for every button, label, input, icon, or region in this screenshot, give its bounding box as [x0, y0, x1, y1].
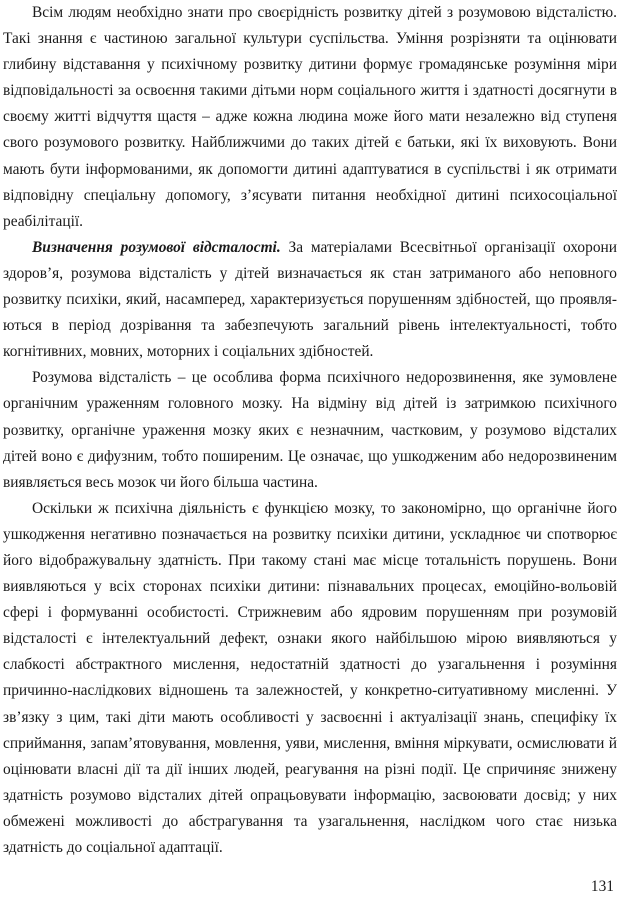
section-term: Визначення розумової відсталості. [32, 238, 281, 256]
page-body [3, 0, 617, 861]
paragraph-intro [3, 0, 617, 235]
paragraph-form [3, 365, 617, 495]
paragraph-definition [3, 235, 617, 365]
paragraph-text: Розумова відсталість – це особлива форма психічного недорозвинення, яке зумовлене органічним ураженням головного мозку. На відміну від дітей із затримкою психічного розвитку, органічне ураження мозку яких є незначним, частковим, у розумово відсталих дітей воно є дифузним, тобто поширеним. Це означає, що ушкодженим або недорозвиненим виявляється весь мозок чи його більша частина. [3, 369, 617, 491]
paragraph-text: За матеріалами Всесвітньої організації охорони здоров’я, розумова відсталість у дітей визначається як стан затриманого або неповного розвитку психіки, який, насамперед, характеризується порушенням здібностей, що проявля-ються в період дозрівання та забезпечують загальний рівень інтелектуальності, тобто когнітивних, мовних, моторних і соціальних здібностей. [3, 238, 617, 361]
paragraph-consequences [3, 496, 617, 861]
paragraph-text: Оскільки ж психічна діяльність є функцією мозку, то закономірно, що органічне його ушкодження негативно позначається на розвитку психіки дитини, ускладнює чи спотворює його відображувальну здатність. При такому стані має місце тотальність порушень. Вони виявляються у всіх сторонах психіки дитини: пізнавальних процесах, емоційно-вольовій сфері і формуванні особистості. Стрижневим або ядровим порушенням при розумовій відсталості є інтелектуальний дефект, ознаки якого найбільшою мірою виявляються у слабкості абстрактного мислення, недостатній здатності до узагальнення і розуміння причинно-наслідкових відношень та залежностей, у конкретно-ситуативному мисленні. У зв’язку з цим, такі діти мають особливості у засвоєнні і актуалізації знань, специфіку їх сприймання, запам’ятовування, мовлення, уяви, мислення, вміння міркувати, осмислювати й оцінювати власні дії та дії інших людей, реагування на різні події. Це спричиняє знижену здатність розумово відсталих дітей опрацьовувати інформацію, засвоювати досвід; у них обмежені можливості до абстрагування та узагальнення, наслідком чого стає низька здатність до соціальної адаптації. [3, 499, 617, 856]
paragraph-text: Всім людям необхідно знати про своєрідність розвитку дітей з розумовою відсталістю. Такі знання є частиною загальної культури суспільства. Уміння розрізняти та оцінювати глибину відставання у психічному розвитку дитини формує громадянське розуміння міри відповідальності за освоєння такими дітьми норм соціального життя і здатності досягнути в своєму житті відчуття щастя – адже кожна людина може його мати незалежно від ступеня свого розумового розвитку. Найближчими до таких дітей є батьки, які їх виховують. Вони мають бути інформованими, як допомогти дитині адаптуватися в суспільстві і як отримати відповідну спеціальну допомогу, з’ясувати питання необхідної дитині психосоціальної реабілітації. [3, 4, 617, 230]
page-number: 131 [590, 878, 614, 895]
